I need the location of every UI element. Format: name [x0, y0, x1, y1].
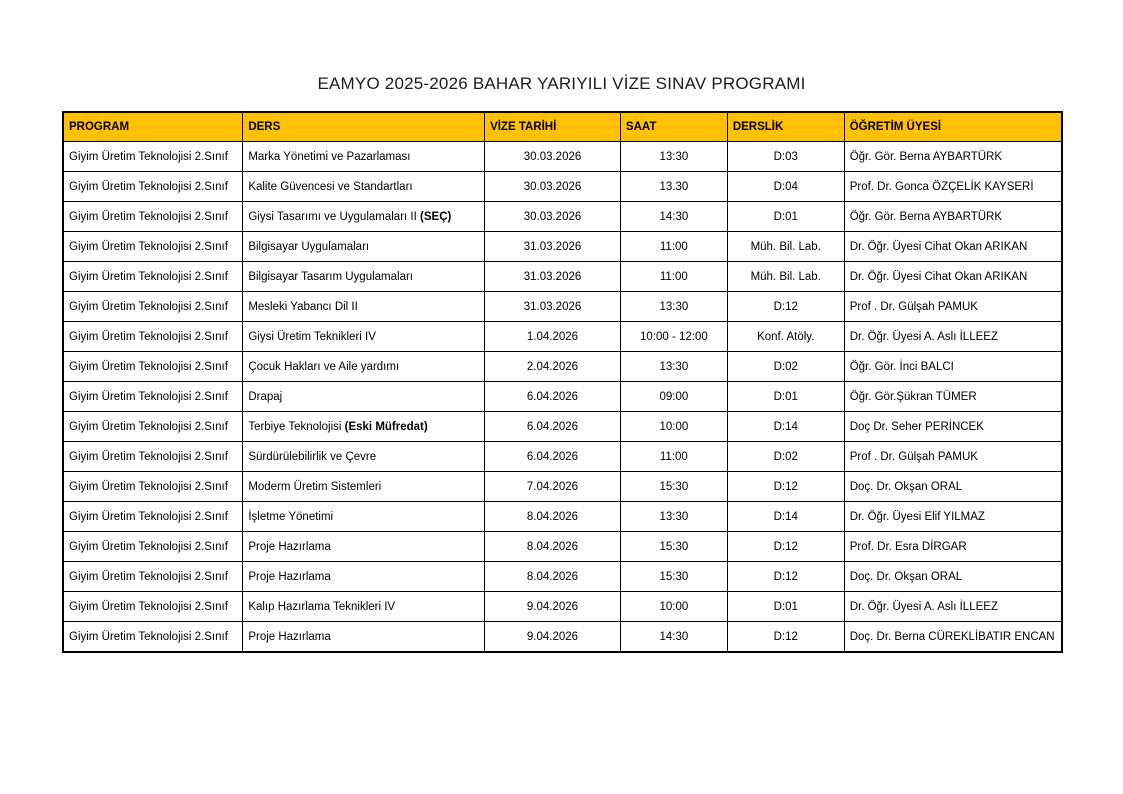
table-row [63, 502, 1062, 532]
course-cell [243, 502, 485, 532]
program-cell: Giyim Üretim Teknolojisi 2.Sınıf [63, 202, 243, 232]
course-cell [243, 382, 485, 412]
teacher-cell: Prof . Dr. Gülşah PAMUK [844, 292, 1062, 322]
time-cell: 10:00 - 12:00 [620, 322, 727, 352]
exam-schedule-table [62, 111, 1063, 653]
time-cell: 11:00 [620, 232, 727, 262]
table-row [63, 262, 1062, 292]
teacher-cell: Dr. Öğr. Üyesi Cihat Okan ARIKAN [844, 262, 1062, 292]
room-cell: Müh. Bil. Lab. [727, 232, 844, 262]
room-cell: D:02 [727, 442, 844, 472]
time-cell: 13:30 [620, 142, 727, 172]
room-cell: D:01 [727, 592, 844, 622]
course-cell [243, 592, 485, 622]
program-cell: Giyim Üretim Teknolojisi 2.Sınıf [63, 502, 243, 532]
program-cell: Giyim Üretim Teknolojisi 2.Sınıf [63, 622, 243, 653]
header-row [63, 112, 1062, 142]
table-row [63, 532, 1062, 562]
time-cell: 15:30 [620, 472, 727, 502]
program-cell: Giyim Üretim Teknolojisi 2.Sınıf [63, 472, 243, 502]
room-cell: D:04 [727, 172, 844, 202]
room-cell: D:12 [727, 532, 844, 562]
date-cell: 1.04.2026 [485, 322, 621, 352]
program-cell: Giyim Üretim Teknolojisi 2.Sınıf [63, 172, 243, 202]
teacher-cell: Doç Dr. Seher PERİNCEK [844, 412, 1062, 442]
table-row [63, 322, 1062, 352]
date-cell: 8.04.2026 [485, 532, 621, 562]
program-cell: Giyim Üretim Teknolojisi 2.Sınıf [63, 322, 243, 352]
date-cell: 2.04.2026 [485, 352, 621, 382]
table-row [63, 142, 1062, 172]
date-cell: 9.04.2026 [485, 592, 621, 622]
program-cell: Giyim Üretim Teknolojisi 2.Sınıf [63, 442, 243, 472]
course-name: Proje Hazırlama [248, 630, 331, 643]
date-cell: 30.03.2026 [485, 142, 621, 172]
time-cell: 15:30 [620, 562, 727, 592]
course-name: Giysi Üretim Teknikleri IV [248, 330, 376, 343]
course-name: Drapaj [248, 390, 283, 403]
course-cell [243, 622, 485, 653]
column-header-program: PROGRAM [63, 112, 243, 142]
teacher-cell: Öğr. Gör. Berna AYBARTÜRK [844, 202, 1062, 232]
room-cell: D:01 [727, 202, 844, 232]
time-cell: 13.30 [620, 172, 727, 202]
column-header-ders: DERS [243, 112, 485, 142]
date-cell: 6.04.2026 [485, 412, 621, 442]
course-name: Mesleki Yabancı Dil II [248, 300, 358, 313]
time-cell: 09:00 [620, 382, 727, 412]
room-cell: D:12 [727, 622, 844, 653]
program-cell: Giyim Üretim Teknolojisi 2.Sınıf [63, 412, 243, 442]
room-cell: D:12 [727, 292, 844, 322]
room-cell: D:14 [727, 412, 844, 442]
course-name-bold: (Eski Müfredat) [344, 420, 428, 433]
teacher-cell: Dr. Öğr. Üyesi A. Aslı İLLEEZ [844, 322, 1062, 352]
table-row [63, 412, 1062, 442]
time-cell: 10:00 [620, 412, 727, 442]
teacher-cell: Dr. Öğr. Üyesi Cihat Okan ARIKAN [844, 232, 1062, 262]
teacher-cell: Dr. Öğr. Üyesi A. Aslı İLLEEZ [844, 592, 1062, 622]
date-cell: 30.03.2026 [485, 202, 621, 232]
course-name: Sürdürülebilirlik ve Çevre [248, 450, 377, 463]
program-cell: Giyim Üretim Teknolojisi 2.Sınıf [63, 232, 243, 262]
table-row [63, 292, 1062, 322]
course-cell [243, 262, 485, 292]
course-cell [243, 172, 485, 202]
teacher-cell: Prof. Dr. Esra DİRGAR [844, 532, 1062, 562]
course-cell [243, 232, 485, 262]
course-name: Bilgisayar Tasarım Uygulamaları [248, 270, 413, 283]
course-name: Kalite Güvencesi ve Standartları [248, 180, 413, 193]
date-cell: 6.04.2026 [485, 382, 621, 412]
time-cell: 13:30 [620, 502, 727, 532]
room-cell: D:14 [727, 502, 844, 532]
column-header-derslik: DERSLİK [727, 112, 844, 142]
teacher-cell: Prof. Dr. Gonca ÖZÇELİK KAYSERİ [844, 172, 1062, 202]
course-name: Proje Hazırlama [248, 540, 331, 553]
table-row [63, 382, 1062, 412]
table-row [63, 352, 1062, 382]
course-cell [243, 532, 485, 562]
column-header-vize-tarihi: VİZE TARİHİ [485, 112, 621, 142]
date-cell: 31.03.2026 [485, 292, 621, 322]
program-cell: Giyim Üretim Teknolojisi 2.Sınıf [63, 382, 243, 412]
teacher-cell: Öğr. Gör. Berna AYBARTÜRK [844, 142, 1062, 172]
date-cell: 8.04.2026 [485, 502, 621, 532]
page-title: EAMYO 2025-2026 BAHAR YARIYILI VİZE SINAV PROGRAMI [317, 74, 806, 93]
course-name: İşletme Yönetimi [248, 510, 334, 523]
course-name: Çocuk Hakları ve Aile yardımı [248, 360, 400, 373]
program-cell: Giyim Üretim Teknolojisi 2.Sınıf [63, 562, 243, 592]
teacher-cell: Doç. Dr. Berna CÜREKLİBATIR ENCAN [844, 622, 1062, 653]
table-row [63, 592, 1062, 622]
course-name: Marka Yönetimi ve Pazarlaması [248, 150, 411, 163]
time-cell: 15:30 [620, 532, 727, 562]
course-name: Moderm Üretim Sistemleri [248, 480, 382, 493]
room-cell: D:02 [727, 352, 844, 382]
table-row [63, 622, 1062, 653]
teacher-cell: Öğr. Gör.Şükran TÜMER [844, 382, 1062, 412]
date-cell: 30.03.2026 [485, 172, 621, 202]
program-cell: Giyim Üretim Teknolojisi 2.Sınıf [63, 262, 243, 292]
table-row [63, 562, 1062, 592]
date-cell: 31.03.2026 [485, 232, 621, 262]
program-cell: Giyim Üretim Teknolojisi 2.Sınıf [63, 532, 243, 562]
program-cell: Giyim Üretim Teknolojisi 2.Sınıf [63, 352, 243, 382]
date-cell: 9.04.2026 [485, 622, 621, 653]
time-cell: 11:00 [620, 262, 727, 292]
time-cell: 11:00 [620, 442, 727, 472]
room-cell: D:12 [727, 472, 844, 502]
column-header-saat: SAAT [620, 112, 727, 142]
course-cell [243, 472, 485, 502]
course-name: Terbiye Teknolojisi [248, 420, 342, 433]
room-cell: D:01 [727, 382, 844, 412]
room-cell: Müh. Bil. Lab. [727, 262, 844, 292]
course-cell [243, 142, 485, 172]
program-cell: Giyim Üretim Teknolojisi 2.Sınıf [63, 142, 243, 172]
program-cell: Giyim Üretim Teknolojisi 2.Sınıf [63, 592, 243, 622]
time-cell: 10:00 [620, 592, 727, 622]
course-cell [243, 292, 485, 322]
time-cell: 13:30 [620, 292, 727, 322]
course-name-bold: (SEÇ) [420, 210, 452, 223]
time-cell: 14:30 [620, 202, 727, 232]
program-cell: Giyim Üretim Teknolojisi 2.Sınıf [63, 292, 243, 322]
course-cell [243, 202, 485, 232]
table-row [63, 442, 1062, 472]
course-cell [243, 442, 485, 472]
course-name: Proje Hazırlama [248, 570, 331, 583]
table-row [63, 202, 1062, 232]
time-cell: 14:30 [620, 622, 727, 653]
course-cell [243, 322, 485, 352]
course-name: Bilgisayar Uygulamaları [248, 240, 370, 253]
teacher-cell: Doç. Dr. Okşan ORAL [844, 472, 1062, 502]
date-cell: 7.04.2026 [485, 472, 621, 502]
column-header-ogretim-uyesi: ÖĞRETİM ÜYESİ [844, 112, 1062, 142]
time-cell: 13:30 [620, 352, 727, 382]
table-row [63, 472, 1062, 502]
date-cell: 6.04.2026 [485, 442, 621, 472]
room-cell: D:12 [727, 562, 844, 592]
course-cell [243, 412, 485, 442]
teacher-cell: Doç. Dr. Okşan ORAL [844, 562, 1062, 592]
table-row [63, 232, 1062, 262]
table-row [63, 172, 1062, 202]
course-cell [243, 562, 485, 592]
teacher-cell: Dr. Öğr. Üyesi Elif YILMAZ [844, 502, 1062, 532]
teacher-cell: Öğr. Gör. İnci BALCI [844, 352, 1062, 382]
course-cell [243, 352, 485, 382]
course-name: Giysi Tasarımı ve Uygulamaları II [248, 210, 417, 223]
course-name: Kalıp Hazırlama Teknikleri IV [248, 600, 396, 613]
teacher-cell: Prof . Dr. Gülşah PAMUK [844, 442, 1062, 472]
date-cell: 31.03.2026 [485, 262, 621, 292]
room-cell: Konf. Atöly. [727, 322, 844, 352]
room-cell: D:03 [727, 142, 844, 172]
date-cell: 8.04.2026 [485, 562, 621, 592]
